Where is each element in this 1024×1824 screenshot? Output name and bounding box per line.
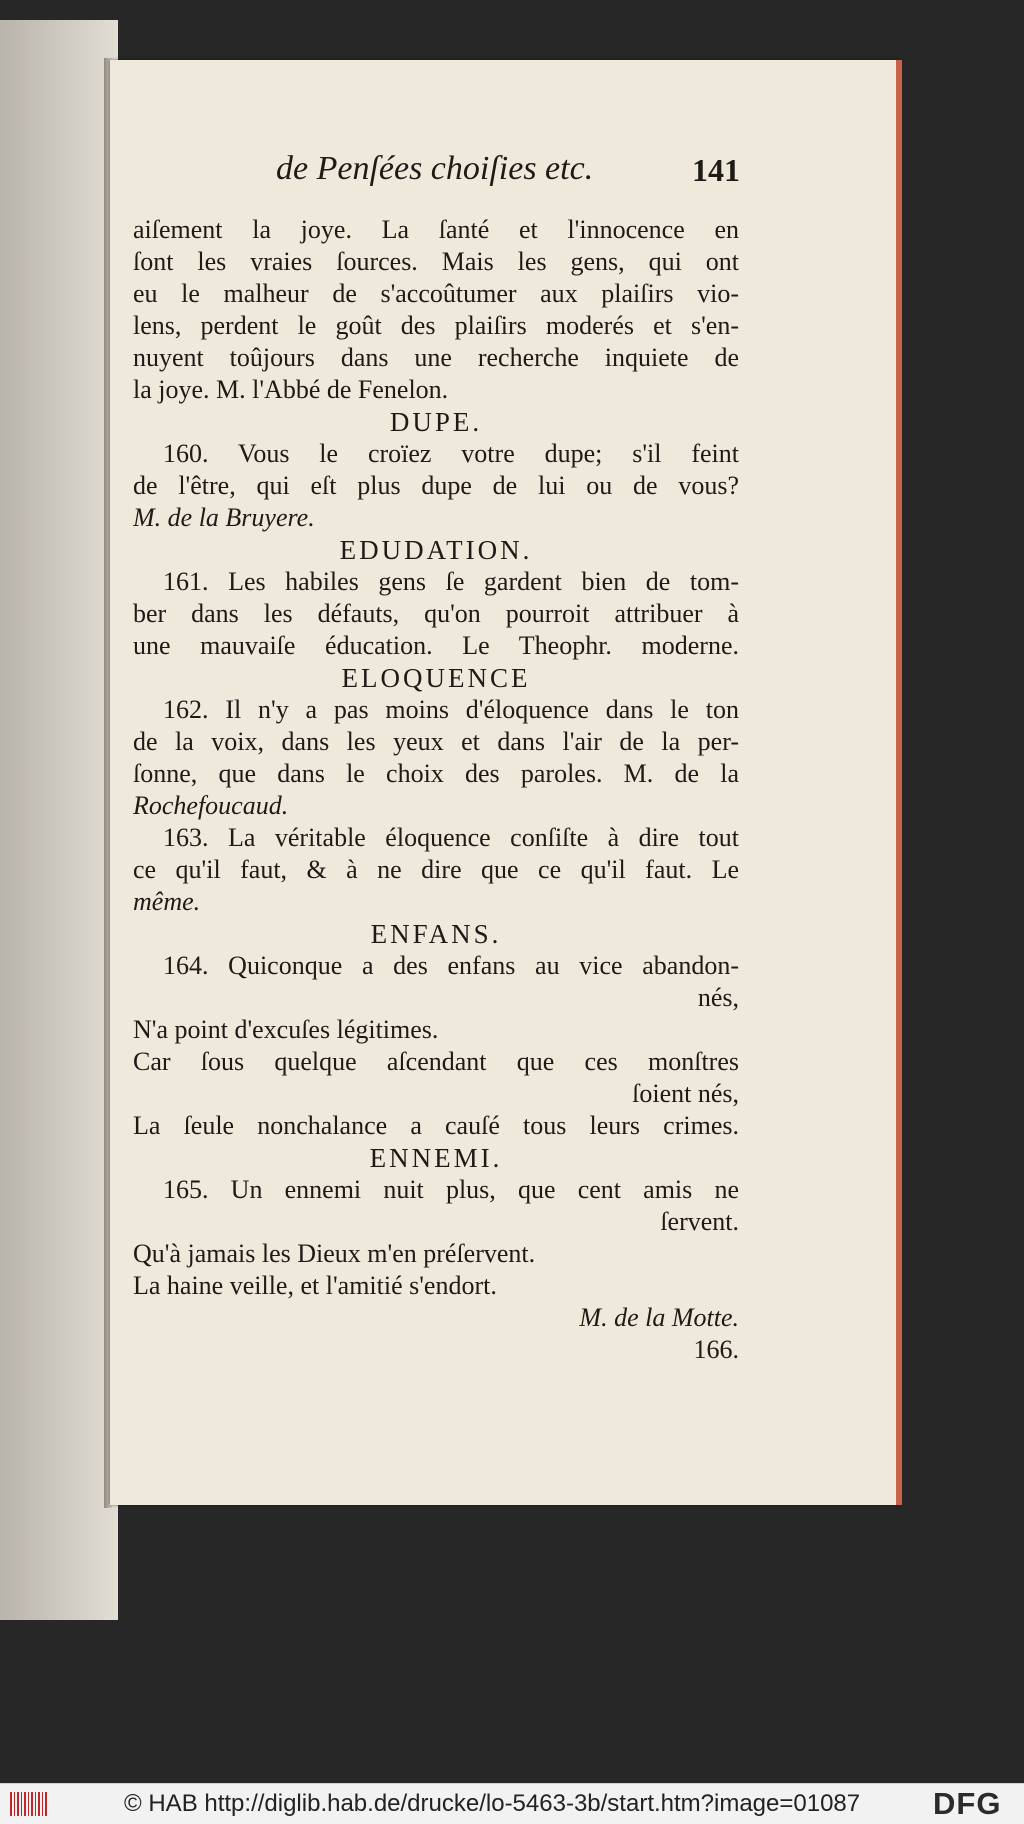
- facing-page: [0, 20, 118, 1620]
- text-line: une mauvaiſe éducation. Le Theophr. moderne.: [133, 631, 739, 660]
- text-line: nés,: [697, 983, 739, 1012]
- text-line: ſonne, que dans le choix des paroles. M. de la: [133, 759, 739, 788]
- text-line: 165. Un ennemi nuit plus, que cent amis ne: [163, 1175, 739, 1204]
- text-line: nuyent toûjours dans une recherche inquiete de: [133, 343, 739, 372]
- text-line: ſoient nés,: [632, 1079, 739, 1108]
- text-line: 162. Il n'y a pas moins d'éloquence dans le ton: [163, 695, 739, 724]
- text-line: DUPE.: [389, 407, 483, 437]
- text-line: même.: [133, 887, 201, 916]
- text-line: 163. La véritable éloquence conſiſte à dire tout: [163, 823, 739, 852]
- text-line: M. de la Motte.: [579, 1303, 739, 1332]
- copyright-link[interactable]: © HAB http://diglib.hab.de/drucke/lo-5463-3b/start.htm?image=01087: [124, 1790, 861, 1817]
- page-text: [133, 214, 739, 1366]
- text-line: la joye. M. l'Abbé de Fenelon.: [133, 375, 449, 404]
- text-line: Car ſous quelque aſcendant que ces monſtres: [133, 1047, 739, 1076]
- barcode-icon: [10, 1792, 48, 1816]
- text-line: N'a point d'excuſes légitimes.: [133, 1015, 439, 1044]
- text-line: Rochefoucaud.: [133, 791, 289, 820]
- text-line: 164. Quiconque a des enfans au vice abandon-: [163, 951, 739, 980]
- text-line: 161. Les habiles gens ſe gardent bien de tom-: [163, 567, 739, 596]
- dfg-logo: DFG: [933, 1786, 1002, 1821]
- text-line: ELOQUENCE: [341, 663, 531, 693]
- text-line: ENFANS.: [370, 919, 502, 949]
- text-line: La haine veille, et l'amitié s'endort.: [133, 1271, 497, 1300]
- text-line: Qu'à jamais les Dieux m'en préſervent.: [133, 1239, 536, 1268]
- text-line: ſervent.: [660, 1207, 739, 1236]
- text-line: ber dans les défauts, qu'on pourroit attribuer à: [133, 599, 739, 628]
- text-line: aiſement la joye. La ſanté et l'innocence en: [133, 215, 739, 244]
- footer-bar: [0, 1783, 1024, 1824]
- red-page-edge: [896, 60, 902, 1505]
- text-line: EDUDATION.: [339, 535, 533, 565]
- text-line: ce qu'il faut, & à ne dire que ce qu'il faut. Le: [133, 855, 739, 884]
- text-line: ſont les vraies ſources. Mais les gens, qui ont: [133, 247, 739, 276]
- text-line: de la voix, dans les yeux et dans l'air de la per-: [133, 727, 739, 756]
- page-number: 141: [692, 152, 740, 188]
- text-line: 166.: [693, 1335, 739, 1364]
- text-line: La ſeule nonchalance a cauſé tous leurs crimes.: [133, 1111, 739, 1140]
- text-line: de l'être, qui eſt plus dupe de lui ou de vous?: [133, 471, 739, 500]
- text-line: eu le malheur de s'accoûtumer aux plaiſirs vio-: [133, 279, 739, 308]
- text-line: ENNEMI.: [369, 1143, 503, 1173]
- text-line: lens, perdent le goût des plaiſirs moderés et s'en-: [133, 311, 739, 340]
- text-line: M. de la Bruyere.: [133, 503, 315, 532]
- running-head: de Penſées choiſies etc.: [276, 150, 594, 187]
- text-line: 160. Vous le croïez votre dupe; s'il feint: [163, 439, 739, 468]
